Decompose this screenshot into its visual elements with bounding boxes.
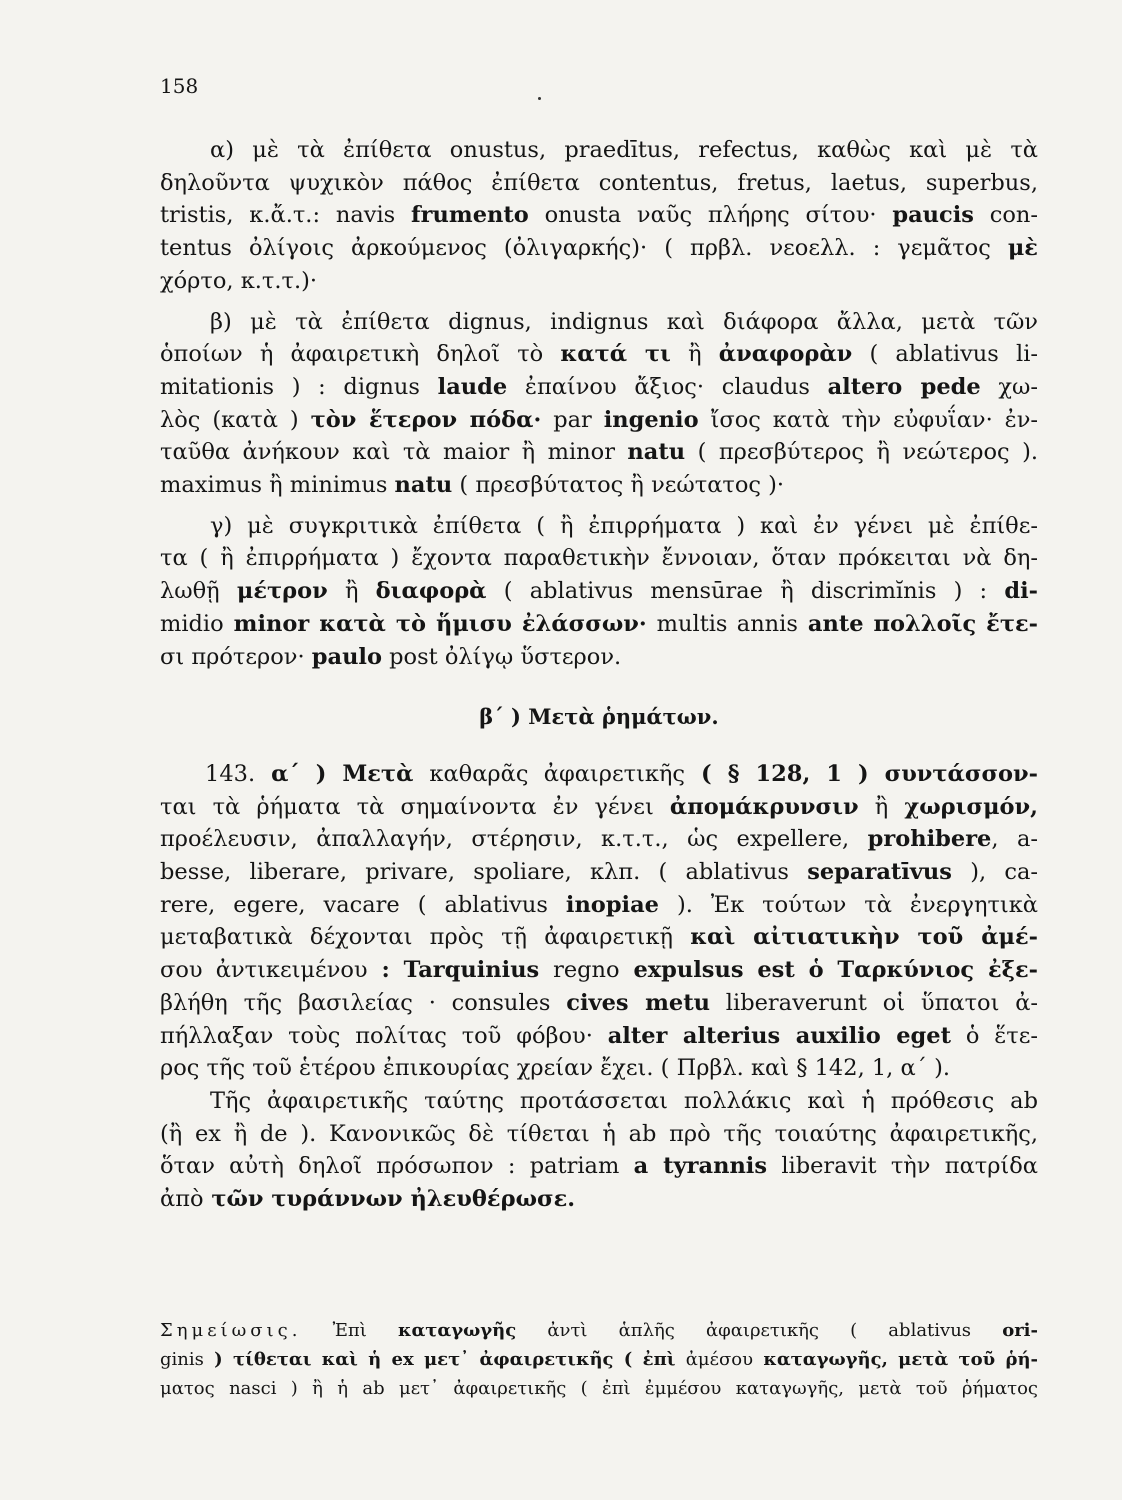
text-run: λωθῇ bbox=[160, 578, 237, 605]
text-line bbox=[160, 199, 1038, 232]
text-line: (ἢ ex ἢ de ). Κανονικῶς δὲ τίθεται ἡ ab πρὸ τῆς τοιαύτης ἀφαιρετικῆς, bbox=[160, 1120, 1038, 1147]
footnote-line: ματος nasci ) ἢ ἡ ab μετ᾽ ἀφαιρετικῆς ( ἐπὶ ἐμμέσου καταγωγῆς, μετὰ τοῦ ῥήματος bbox=[160, 1378, 1038, 1399]
bold-term: ori- bbox=[1002, 1320, 1038, 1341]
text-run: ὁ ἕτε- bbox=[950, 1022, 1038, 1049]
text-run: regno bbox=[553, 957, 620, 984]
text-run: καθαρᾶς ἀφαιρετικῆς bbox=[429, 760, 686, 787]
text-run: tristis, κ.ἄ.τ.: navis bbox=[160, 202, 411, 229]
text-run: onusta ναῦς πλήρης σίτου· bbox=[528, 202, 893, 229]
text-run: σου ἀντικειμένου bbox=[160, 957, 368, 984]
text-line: ρος τῆς τοῦ ἑτέρου ἐπικουρίας χρείαν ἔχει. ( Πρβλ. καὶ § 142, 1, α΄ ). bbox=[160, 1055, 951, 1082]
text-line: χόρτο, κ.τ.τ.)· bbox=[160, 267, 318, 294]
bold-term: ( § 128, 1 ) συντάσσον- bbox=[685, 760, 1039, 787]
text-run: rere, egere, vacare ( ablativus bbox=[160, 891, 566, 918]
bold-term: μὲ bbox=[1007, 235, 1038, 262]
text-run: χω- bbox=[980, 373, 1038, 400]
text-line bbox=[160, 232, 1038, 265]
footnote-first-line bbox=[333, 1320, 1038, 1341]
bold-term: τὸν ἕτερον πόδα· bbox=[310, 406, 542, 433]
text-run: ( πρεσβύτατος ἢ νεώτατος )· bbox=[452, 472, 785, 499]
text-run: ἢ bbox=[327, 578, 376, 605]
text-run: ται τὰ ῥήματα τὰ σημαίνοντα ἐν γένει bbox=[160, 793, 670, 820]
bold-term: α΄ ) Μετὰ bbox=[255, 760, 430, 787]
text-run: par bbox=[541, 406, 604, 433]
text-line bbox=[160, 791, 1038, 824]
bold-term: laude bbox=[437, 373, 508, 400]
bold-term: separatīvus bbox=[807, 859, 952, 886]
text-line: δηλοῦντα ψυχικὸν πάθος ἐπίθετα contentus, fretus, laetus, superbus, bbox=[160, 169, 1038, 196]
text-run: maximus ἢ minimus bbox=[160, 472, 395, 499]
text-run: ginis bbox=[160, 1349, 204, 1370]
bold-term: ingenio bbox=[603, 406, 699, 433]
text-run: ( ablativus mensūrae ἢ discrimĭnis ) : bbox=[486, 578, 1005, 605]
bold-term: natu bbox=[394, 472, 453, 499]
bold-term: ante πολλοῖς ἔτε- bbox=[797, 610, 1038, 637]
text-run: midio bbox=[160, 610, 224, 637]
bold-term: paulo bbox=[311, 643, 382, 670]
bold-term: χωρισμόν, bbox=[904, 793, 1038, 820]
bold-term: expulsus est ὁ Ταρκύνιος ἐξε- bbox=[619, 957, 1038, 984]
bold-term: inopiae bbox=[565, 891, 659, 918]
text-run: προέλευσιν, ἀπαλλαγήν, στέρησιν, κ.τ.τ., ὡς expellere, bbox=[160, 826, 868, 853]
footnote-line bbox=[160, 1316, 1038, 1345]
text-run: mitationis ) : dignus bbox=[160, 373, 438, 400]
text-line: α) μὲ τὰ ἐπίθετα onustus, praedītus, refectus, καθὼς καὶ μὲ τὰ bbox=[210, 137, 1038, 163]
paragraph-alpha bbox=[160, 134, 1038, 298]
bold-term: κατά τι bbox=[560, 341, 671, 368]
text-line bbox=[160, 575, 1038, 608]
text-line bbox=[160, 608, 1038, 641]
text-run: Ἐπὶ bbox=[332, 1320, 398, 1341]
text-run: ( ablativus li- bbox=[852, 341, 1038, 368]
print-speck bbox=[538, 97, 541, 100]
text-run: besse, liberare, privare, spoliare, κλπ. ( ablativus bbox=[160, 859, 808, 886]
bold-term: altero pede bbox=[827, 373, 981, 400]
text-run: βλήθη τῆς βασιλείας · consules bbox=[160, 989, 567, 1016]
text-run: ταῦθα ἀνήκουν καὶ τὰ maior ἢ minor bbox=[160, 439, 628, 466]
text-line bbox=[160, 1150, 1038, 1183]
text-line: τα ( ἢ ἐπιρρήματα ) ἔχοντα παραθετικὴν ἔννοιαν, ὅταν πρόκειται νὰ δη- bbox=[160, 545, 1038, 572]
text-run: liberavit τὴν πατρίδα bbox=[767, 1153, 1038, 1180]
text-run: πήλλαξαν τοὺς πολίτας τοῦ φόβου· bbox=[160, 1022, 608, 1049]
text-line: β) μὲ τὰ ἐπίθετα dignus, indignus καὶ διάφορα ἄλλα, μετὰ τῶν bbox=[210, 308, 1038, 335]
footnote bbox=[160, 1316, 1038, 1403]
text-run: ἀπὸ bbox=[160, 1186, 204, 1213]
bold-term: prohibere bbox=[867, 826, 992, 853]
bold-term: καταγωγῆς, μετὰ τοῦ ῥή- bbox=[753, 1349, 1038, 1370]
bold-term: ἀναφορὰν bbox=[718, 341, 853, 368]
text-run: ἀντὶ ἁπλῆς ἀφαιρετικῆς ( ablativus bbox=[516, 1320, 1003, 1341]
text-run: ). Ἐκ τούτων τὰ ἐνεργητικὰ bbox=[659, 891, 1039, 918]
text-line bbox=[160, 1020, 1038, 1053]
bold-term: cives metu bbox=[566, 989, 710, 1016]
footnote-label: Σημείωσις. bbox=[160, 1320, 302, 1341]
bold-term: ἀπομάκρυνσιν bbox=[669, 793, 859, 820]
text-run: tentus ὀλίγοις ἀρκούμενος (ὀλιγαρκής)· ( πρβλ. νεοελλ. : γεμᾶτος bbox=[160, 235, 1008, 262]
text-run: multis annis bbox=[656, 610, 798, 637]
text-line bbox=[160, 856, 1038, 889]
text-line bbox=[160, 954, 1038, 987]
text-run: ( πρεσβύτερος ἢ νεώτερος ). bbox=[685, 439, 1038, 466]
paragraph-143 bbox=[160, 758, 1038, 1085]
text-run: ὁποίων ἡ ἀφαιρετικὴ δηλοῖ τὸ bbox=[160, 341, 561, 368]
text-run: liberaverunt οἱ ὕπατοι ἀ- bbox=[709, 989, 1039, 1016]
text-line bbox=[160, 371, 1038, 404]
text-line bbox=[160, 823, 1038, 856]
text-run: 143. bbox=[205, 760, 256, 787]
text-line bbox=[160, 758, 1038, 791]
bold-term: a tyrannis bbox=[633, 1153, 768, 1180]
text-run: con- bbox=[973, 202, 1038, 229]
text-run: ἢ bbox=[858, 793, 905, 820]
bold-term: τῶν τυράννων ἠλευθέρωσε. bbox=[203, 1186, 576, 1213]
main-text bbox=[160, 134, 1038, 1216]
bold-term: di- bbox=[1004, 578, 1038, 605]
section-heading: β΄ ) Μετὰ ῥημάτων. bbox=[479, 704, 719, 730]
bold-term: frumento bbox=[411, 202, 529, 229]
paragraph-gamma bbox=[160, 510, 1038, 674]
paragraph-preposition bbox=[160, 1085, 1038, 1216]
text-run: μεταβατικὰ δέχονται πρὸς τῇ ἀφαιρετικῇ bbox=[160, 924, 691, 951]
text-line: Τῆς ἀφαιρετικῆς ταύτης προτάσσεται πολλάκις καὶ ἡ πρόθεσις ab bbox=[210, 1087, 1038, 1114]
text-line bbox=[160, 1183, 1038, 1216]
text-run: ), ca- bbox=[951, 859, 1039, 886]
bold-term: alter alterius auxilio eget bbox=[607, 1022, 951, 1049]
text-line bbox=[160, 921, 1038, 954]
bold-term: natu bbox=[627, 439, 686, 466]
text-run: , a- bbox=[991, 826, 1038, 853]
bold-term: καὶ αἰτιατικὴν τοῦ ἀμέ- bbox=[690, 924, 1039, 951]
text-line: γ) μὲ συγκριτικὰ ἐπίθετα ( ἢ ἐπιρρήματα ) καὶ ἐν γένει μὲ ἐπίθε- bbox=[210, 512, 1038, 539]
text-run: λὸς (κατὰ ) bbox=[160, 406, 311, 433]
text-line bbox=[160, 404, 1038, 437]
text-line bbox=[160, 987, 1038, 1020]
text-line bbox=[160, 436, 1038, 469]
bold-term: μέτρον bbox=[236, 578, 328, 605]
bold-term: paucis bbox=[892, 202, 974, 229]
text-run: σι πρότερον· bbox=[160, 643, 312, 670]
text-line bbox=[160, 889, 1038, 922]
text-run: ἀμέσου bbox=[685, 1349, 754, 1370]
bold-term: : Tarquinius bbox=[367, 957, 554, 984]
bold-term: διαφορὰ bbox=[375, 578, 487, 605]
bold-term: ) τίθεται καὶ ἡ ex μετ᾽ ἀφαιρετικῆς ( ἐπὶ bbox=[203, 1349, 686, 1370]
page-number: 158 bbox=[160, 74, 199, 98]
bold-term: minor κατὰ τὸ ἥμισυ ἐλάσσων· bbox=[223, 610, 657, 637]
text-run: ὅταν αὐτὴ δηλοῖ πρόσωπον : patriam bbox=[160, 1153, 634, 1180]
text-line bbox=[160, 338, 1038, 371]
footnote-line bbox=[160, 1345, 1038, 1374]
text-run: ἢ bbox=[670, 341, 719, 368]
text-run: ἐπαίνου ἄξιος· claudus bbox=[507, 373, 828, 400]
paragraph-beta bbox=[160, 306, 1038, 502]
text-line bbox=[160, 469, 1038, 502]
text-run: post ὀλίγῳ ὕστερον. bbox=[382, 643, 622, 670]
text-line bbox=[160, 641, 1038, 674]
bold-term: καταγωγῆς bbox=[397, 1320, 517, 1341]
text-run: ἴσος κατὰ τὴν εὐφυΐαν· ἐν- bbox=[698, 406, 1038, 433]
